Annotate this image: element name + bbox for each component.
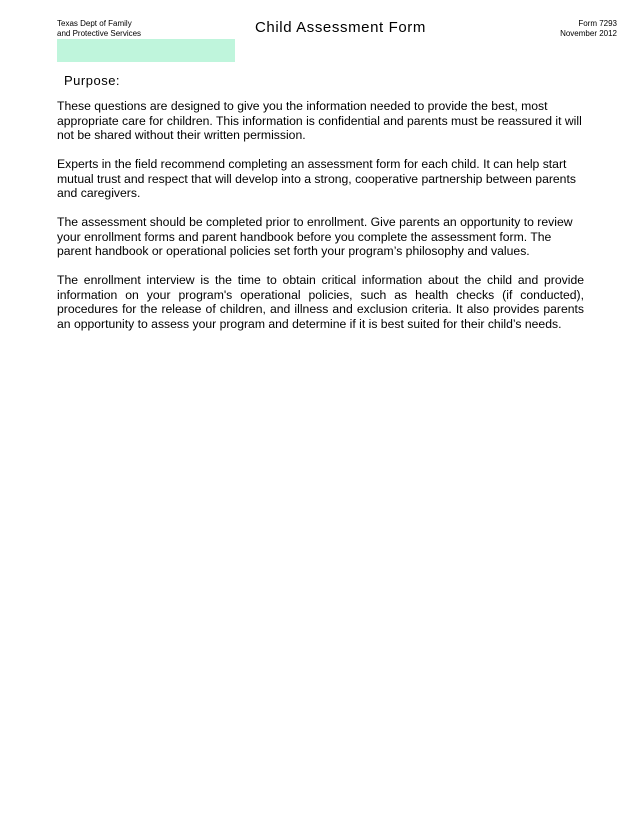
purpose-content [57,99,584,346]
purpose-paragraph-4: The enrollment interview is the time to obtain critical information about the child and provide information on your program's operational policies, such as health checks (if conducted), procedures for the release of children, and illness and exclusion criteria. It also provides parents an opportunity to assess your program and determine if it is best suited for their child’s needs. [57,273,584,331]
form-date: November 2012 [560,29,617,38]
agency-line-2: and Protective Services [57,29,142,38]
purpose-paragraph-2: Experts in the field recommend completing an assessment form for each child. It can help start mutual trust and respect that will develop into a strong, cooperative partnership between parents and caregivers. [57,157,576,200]
form-number: Form 7293 [578,19,617,28]
form-title: Child Assessment Form [255,19,426,36]
agency-name [57,19,141,39]
purpose-paragraph-3: The assessment should be completed prior to enrollment. Give parents an opportunity to review your enrollment forms and parent handbook before you complete the assessment form. The parent handbook or operational policies set forth your program’s philosophy and values. [57,215,573,258]
purpose-heading: Purpose: [64,73,121,88]
form-meta [560,19,617,39]
purpose-paragraph-1: These questions are designed to give you the information needed to provide the best, most appropriate care for children. This information is confidential and parents must be reassured it will not be shared without their written permission. [57,99,582,142]
name-input-field[interactable] [57,39,235,62]
agency-line-1: Texas Dept of Family [57,19,132,28]
